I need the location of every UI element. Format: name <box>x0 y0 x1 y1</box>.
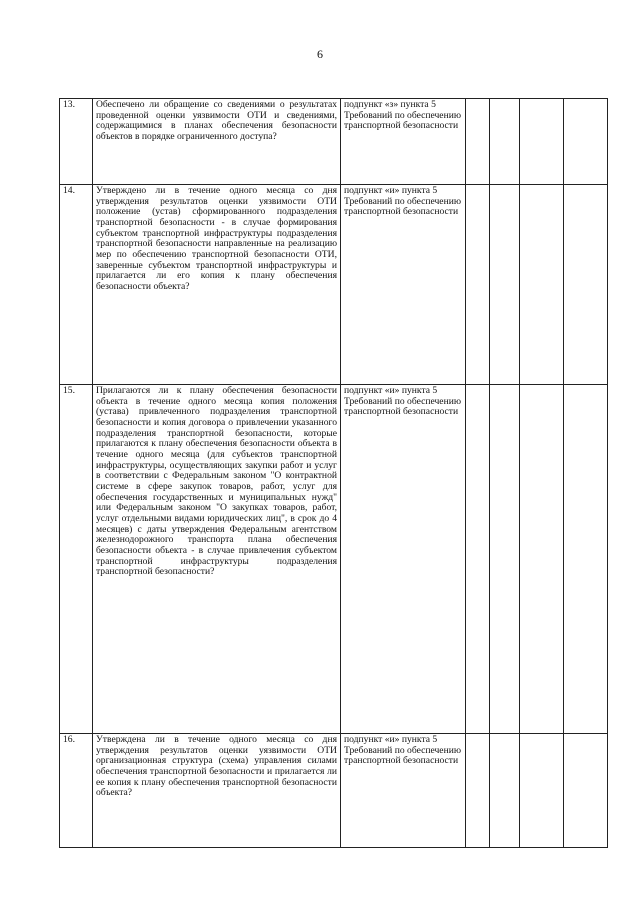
answer-no-cell <box>490 99 520 185</box>
page-number: 6 <box>317 47 323 61</box>
question-cell: Прилагаются ли к плану обеспечения безопасности объекта в течение одного месяца копия положения (устава) привлеченного подразделения транспортной безопасности и копия договора о привлечении указанного подразделения транспортной безопасности, которые прилагаются к плану обеспечения безопасности объекта в течение одного месяца (для субъектов транспортной инфраструктуры, осуществляющих закупки работ и услуг в соответствии с Федеральным законом "О контрактной системе в сфере закупок товаров, работ, услуг для обеспечения государственных и муниципальных нужд" или Федеральным законом "О закупках товаров, работ, услуг отдельными видами юридических лиц", в срок до 4 месяцев) с даты утверждения Федеральным агентством железнодорожного транспорта плана обеспечения безопасности объекта - в случае привлечения субъектом транспортной инфраструктуры подразделения транспортной безопасности? <box>93 385 341 734</box>
requirement-reference-cell: подпункт «и» пункта 5 Требований по обеспечению транспортной безопасности <box>341 385 466 734</box>
row-number: 14. <box>60 185 93 385</box>
answer-na-cell <box>520 734 564 848</box>
checklist-table <box>59 98 608 848</box>
answer-yes-cell <box>466 385 490 734</box>
notes-cell <box>564 385 608 734</box>
notes-cell <box>564 734 608 848</box>
answer-no-cell <box>490 734 520 848</box>
answer-na-cell <box>520 185 564 385</box>
question-cell: Утверждена ли в течение одного месяца со дня утверждения результатов оценки уязвимости ОТИ организационная структура (схема) управления силами обеспечения транспортной безопасности и прилагается ли ее копия к плану обеспечения транспортной безопасности объекта? <box>93 734 341 848</box>
notes-cell <box>564 185 608 385</box>
requirement-reference-cell: подпункт «и» пункта 5 Требований по обеспечению транспортной безопасности <box>341 185 466 385</box>
notes-cell <box>564 99 608 185</box>
requirement-reference-cell: подпункт «з» пункта 5 Требований по обеспечению транспортной безопасности <box>341 99 466 185</box>
row-number: 13. <box>60 99 93 185</box>
answer-na-cell <box>520 99 564 185</box>
answer-no-cell <box>490 185 520 385</box>
row-number: 15. <box>60 385 93 734</box>
answer-yes-cell <box>466 734 490 848</box>
question-cell: Обеспечено ли обращение со сведениями о результатах проведенной оценки уязвимости ОТИ и сведениями, содержащимися в планах обеспечения безопасности объектов в порядке ограниченного доступа? <box>93 99 341 185</box>
answer-yes-cell <box>466 99 490 185</box>
table-row <box>60 185 608 385</box>
table-row <box>60 734 608 848</box>
table-row <box>60 99 608 185</box>
answer-no-cell <box>490 385 520 734</box>
question-cell: Утверждено ли в течение одного месяца со дня утверждения результатов оценки уязвимости ОТИ положение (устав) сформированного подразделения транспортной безопасности - в случае формирования субъектом транспортной инфраструктуры подразделения транспортной безопасности направленные на реализацию мер по обеспечению транспортной безопасности ОТИ, заверенные субъектом транспортной инфраструктуры и прилагается ли его копия к плану обеспечения безопасности объекта? <box>93 185 341 385</box>
table-row <box>60 385 608 734</box>
requirement-reference-cell: подпункт «и» пункта 5 Требований по обеспечению транспортной безопасности <box>341 734 466 848</box>
answer-na-cell <box>520 385 564 734</box>
answer-yes-cell <box>466 185 490 385</box>
row-number: 16. <box>60 734 93 848</box>
